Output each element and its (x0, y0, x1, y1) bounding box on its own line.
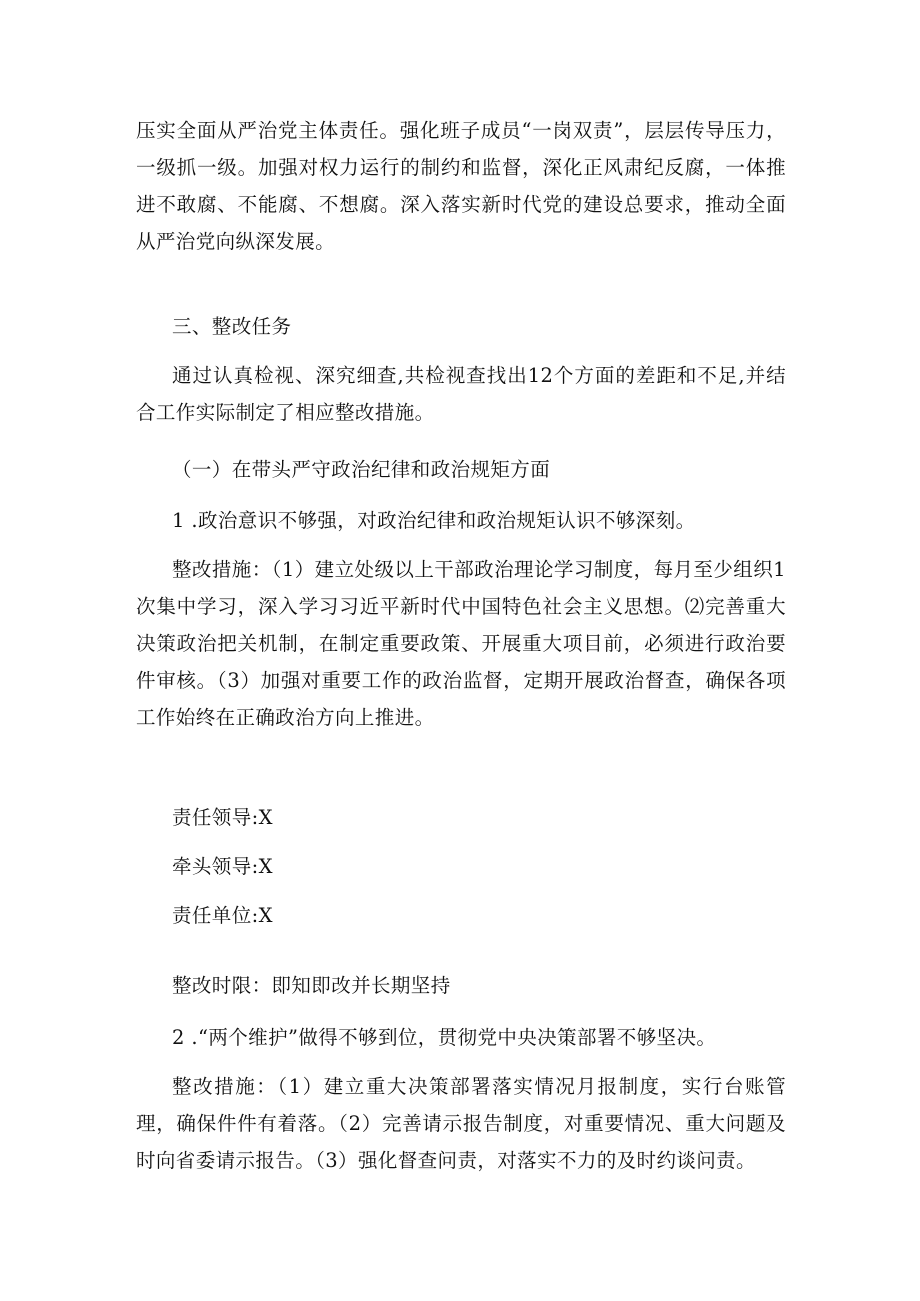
section-heading: 三、整改任务 (172, 315, 292, 338)
subsection-heading: （一）在带头严守政治纪律和政治规矩方面 (172, 458, 551, 481)
paragraph-intro: 压实全面从严治党主体责任。强化班子成员“一岗双责”，层层传导压力，一级抓一级。加强对权力运行的制约和监督，深化正风肃纪反腐，一体推进不敢腐、不能腐、不想腐。深入落实新时代党的建设总要求，推动全面从严治党向纵深发展。 (136, 119, 786, 253)
item-1-responsible-leader: 责任领导:X (172, 806, 273, 829)
item-2-title: 2 .“两个维护”做得不够到位，贯彻党中央决策部署不够坚决。 (172, 1026, 717, 1049)
item-1-deadline: 整改时限：即知即改并长期坚持 (172, 974, 451, 997)
item-2-measures: 整改措施：（1）建立重大决策部署落实情况月报制度，实行台账管理，确保件件有着落。（2）完善请示报告制度，对重要情况、重大问题及时向省委请示报告。（3）强化督查问责，对落实不力的及时约谈问责。 (136, 1075, 786, 1172)
item-1-responsible-unit: 责任单位:X (172, 904, 273, 927)
item-1-title: 1 .政治意识不够强，对政治纪律和政治规矩认识不够深刻。 (172, 509, 696, 532)
paragraph-summary: 通过认真检视、深究细查,共检视查找出12个方面的差距和不足,并结合工作实际制定了相应整改措施。 (136, 364, 786, 424)
item-1-measures: 整改措施：（1）建立处级以上干部政治理论学习制度，每月至少组织1次集中学习，深入学习习近平新时代中国特色社会主义思想。⑵完善重大决策政治把关机制，在制定重要政策、开展重大项目前，必须进行政治要件审核。（3）加强对重要工作的政治监督，定期开展政治督查，确保各项工作始终在正确政治方向上推进。 (136, 558, 786, 729)
item-1-lead-leader: 牵头领导:X (172, 855, 273, 878)
